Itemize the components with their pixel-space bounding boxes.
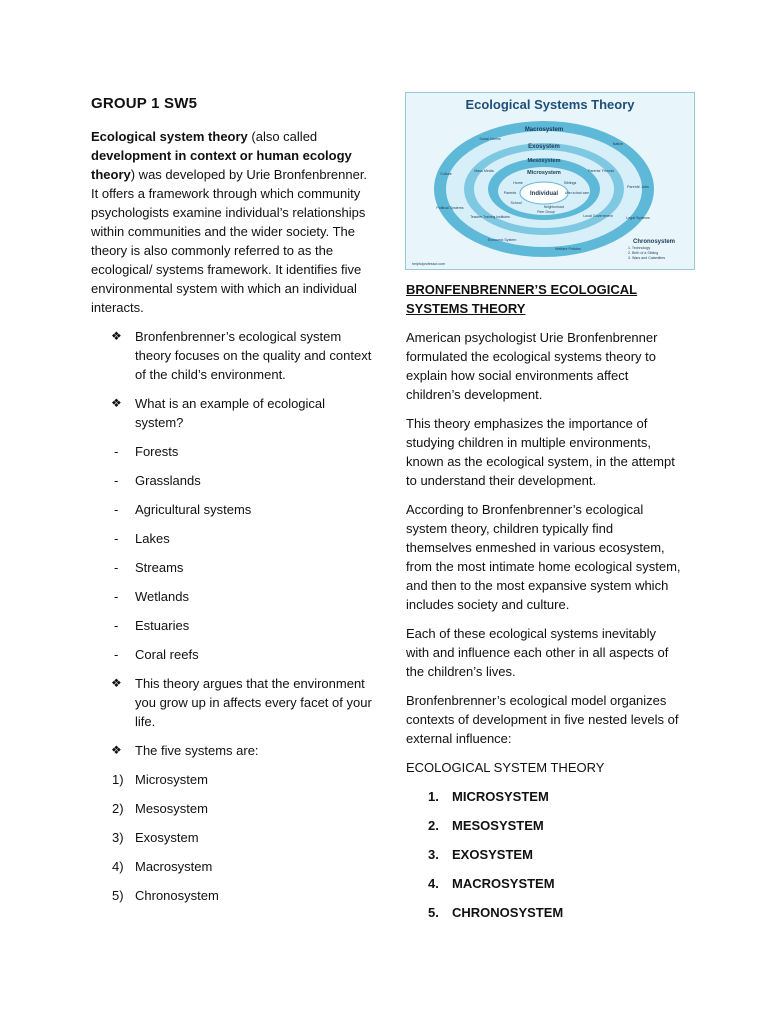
list-label: EXOSYSTEM: [452, 847, 533, 862]
dash-bullet: -: [114, 502, 119, 517]
page-title: GROUP 1 SW5: [91, 95, 198, 112]
list-number: 3.: [428, 847, 439, 862]
micro-item: Peer Group: [537, 210, 555, 214]
ordered-list-item: [406, 903, 682, 922]
dash-bullet: -: [114, 531, 119, 546]
center-label-individual: Individual: [529, 191, 559, 197]
diamond-bullet-icon: ❖: [111, 743, 122, 757]
system-label: Exosystem: [135, 830, 199, 845]
paragraph: American psychologist Urie Bronfenbrenner formulated the ecological systems theory to explain how social environments affect children’s development.: [406, 330, 658, 402]
left-column: [91, 94, 373, 915]
macro-item: Social Norms: [479, 137, 501, 141]
list-title: ECOLOGICAL SYSTEM THEORY: [406, 760, 605, 775]
macro-item: Parents' Jobs: [627, 185, 649, 189]
ring-label-mesosystem: Mesosystem: [527, 158, 561, 164]
diagram-svg: [406, 93, 694, 269]
exo-item: Mass Media: [474, 169, 494, 173]
list-number: 1.: [428, 789, 439, 804]
example-list-item: [91, 529, 373, 548]
chrono-item: 3. Wars and Calamities: [628, 256, 666, 260]
example-label: Forests: [135, 444, 179, 459]
paragraph: According to Bronfenbrenner’s ecological system theory, children typically find themselves enmeshed in various ecosystem, from the most intimate home ecological system, and then to the most expansive system which includes society and culture.: [406, 502, 681, 612]
ring-label-macrosystem: Macrosystem: [524, 127, 564, 133]
list-number: 2.: [428, 818, 439, 833]
system-list-item: [91, 799, 373, 818]
example-list-item: [91, 587, 373, 606]
diamond-bullet-icon: ❖: [111, 329, 122, 343]
chrono-item: 2. Birth of a Sibling: [628, 251, 659, 255]
list-number: 2): [112, 801, 124, 816]
ordered-list-item: [406, 787, 682, 806]
list-number: 1): [112, 772, 124, 787]
paragraph: This theory emphasizes the importance of studying children in multiple environments, known as the ecological system, in the attempt to understand their development.: [406, 416, 675, 488]
system-list-item: [91, 857, 373, 876]
system-list-item: [91, 828, 373, 847]
ordered-list-item: [406, 845, 682, 864]
bullet-item: [91, 327, 373, 384]
dash-bullet: -: [114, 560, 119, 575]
ring-label-microsystem: Microsystem: [527, 170, 561, 176]
bullet-text: This theory argues that the environment you grow up in affects every facet of your life.: [135, 676, 372, 729]
dash-bullet: -: [114, 473, 119, 488]
list-number: 5): [112, 888, 124, 903]
bullet-item: [91, 674, 373, 731]
macro-item: Welfare Policies: [555, 247, 581, 251]
micro-item: Neighborhood: [543, 205, 565, 209]
list-number: 4.: [428, 876, 439, 891]
list-label: MESOSYSTEM: [452, 818, 544, 833]
example-list-item: [91, 500, 373, 519]
exo-item: Teacher Training Institutes: [470, 215, 510, 219]
dash-bullet: -: [114, 444, 119, 459]
chronosystem-title: Chronosystem: [632, 239, 676, 245]
system-label: Macrosystem: [135, 859, 213, 874]
exo-item: Parents' Friends: [587, 169, 615, 173]
ring-label-exosystem: Exosystem: [528, 144, 560, 150]
ordered-list-item: [406, 816, 682, 835]
example-list-item: [91, 558, 373, 577]
example-label: Wetlands: [135, 589, 189, 604]
intro-paragraph: [91, 127, 373, 317]
diamond-bullet-icon: ❖: [111, 396, 122, 410]
ecological-systems-diagram: [405, 92, 695, 270]
macro-item: Political Systems: [436, 206, 464, 210]
exo-item: Local Government: [583, 214, 613, 218]
example-list-item: [91, 616, 373, 635]
dash-bullet: -: [114, 618, 119, 633]
example-label: Grasslands: [135, 473, 201, 488]
system-label: Microsystem: [135, 772, 208, 787]
dash-bullet: -: [114, 647, 119, 662]
micro-item: Siblings: [563, 181, 577, 185]
bullet-item: [91, 741, 373, 760]
example-list-item: [91, 645, 373, 664]
example-label: Agricultural systems: [135, 502, 252, 517]
paragraph: Each of these ecological systems inevitably with and influence each other in all aspects of the children’s lives.: [406, 626, 669, 679]
intro-text-1: (also called: [247, 129, 318, 144]
intro-bold-term: Ecological system theory: [91, 129, 248, 144]
list-label: MACROSYSTEM: [452, 876, 555, 891]
list-number: 5.: [428, 905, 439, 920]
section-heading: BRONFENBRENNER’S ECOLOGICAL SYSTEMS THEORY: [406, 282, 638, 316]
right-column: [406, 280, 682, 932]
list-number: 3): [112, 830, 124, 845]
dash-bullet: -: [114, 589, 119, 604]
micro-item: School: [510, 201, 522, 205]
ordered-list-item: [406, 874, 682, 893]
micro-item: After school care: [565, 191, 589, 195]
diagram-footer-source: helpfulprofessor.com: [412, 262, 446, 266]
micro-item: Home: [513, 181, 523, 185]
intro-bold-alt-names: development in context or human ecology theory: [91, 148, 352, 182]
bullet-text: What is an example of ecological system?: [135, 396, 326, 430]
example-list-item: [91, 471, 373, 490]
diagram-title: Ecological Systems Theory: [465, 97, 635, 112]
macro-item: Legal Systems: [626, 216, 650, 220]
example-list-item: [91, 442, 373, 461]
example-label: Lakes: [135, 531, 170, 546]
intro-text-2: ) was developed by Urie Bronfenbrenner. It offers a framework through which community psychologists examine individual’s relationships within communities and the wider society. The theory is also commonly referred to as the ecological/ systems framework. It identifies five environmental system with which an individual interacts.: [91, 167, 368, 315]
system-label: Chronosystem: [135, 888, 219, 903]
bullet-text: Bronfenbrenner’s ecological system theory focuses on the quality and context of the child’s environment.: [135, 329, 372, 382]
list-number: 4): [112, 859, 124, 874]
example-label: Coral reefs: [135, 647, 199, 662]
example-label: Streams: [135, 560, 184, 575]
bullet-text: The five systems are:: [135, 743, 259, 758]
system-list-item: [91, 886, 373, 905]
macro-item: Culture: [440, 172, 452, 176]
macro-item: Economic System: [487, 238, 517, 242]
list-label: CHRONOSYSTEM: [452, 905, 564, 920]
list-label: MICROSYSTEM: [452, 789, 549, 804]
chrono-item: 1. Technology: [628, 246, 651, 250]
system-label: Mesosystem: [135, 801, 208, 816]
diamond-bullet-icon: ❖: [111, 676, 122, 690]
paragraph: Bronfenbrenner’s ecological model organizes contexts of development in five nested levels of external influence:: [406, 693, 679, 746]
example-label: Estuaries: [135, 618, 190, 633]
bullet-item: [91, 394, 373, 432]
macro-item: Nation: [612, 142, 624, 146]
system-list-item: [91, 770, 373, 789]
micro-item: Parents: [503, 191, 517, 195]
